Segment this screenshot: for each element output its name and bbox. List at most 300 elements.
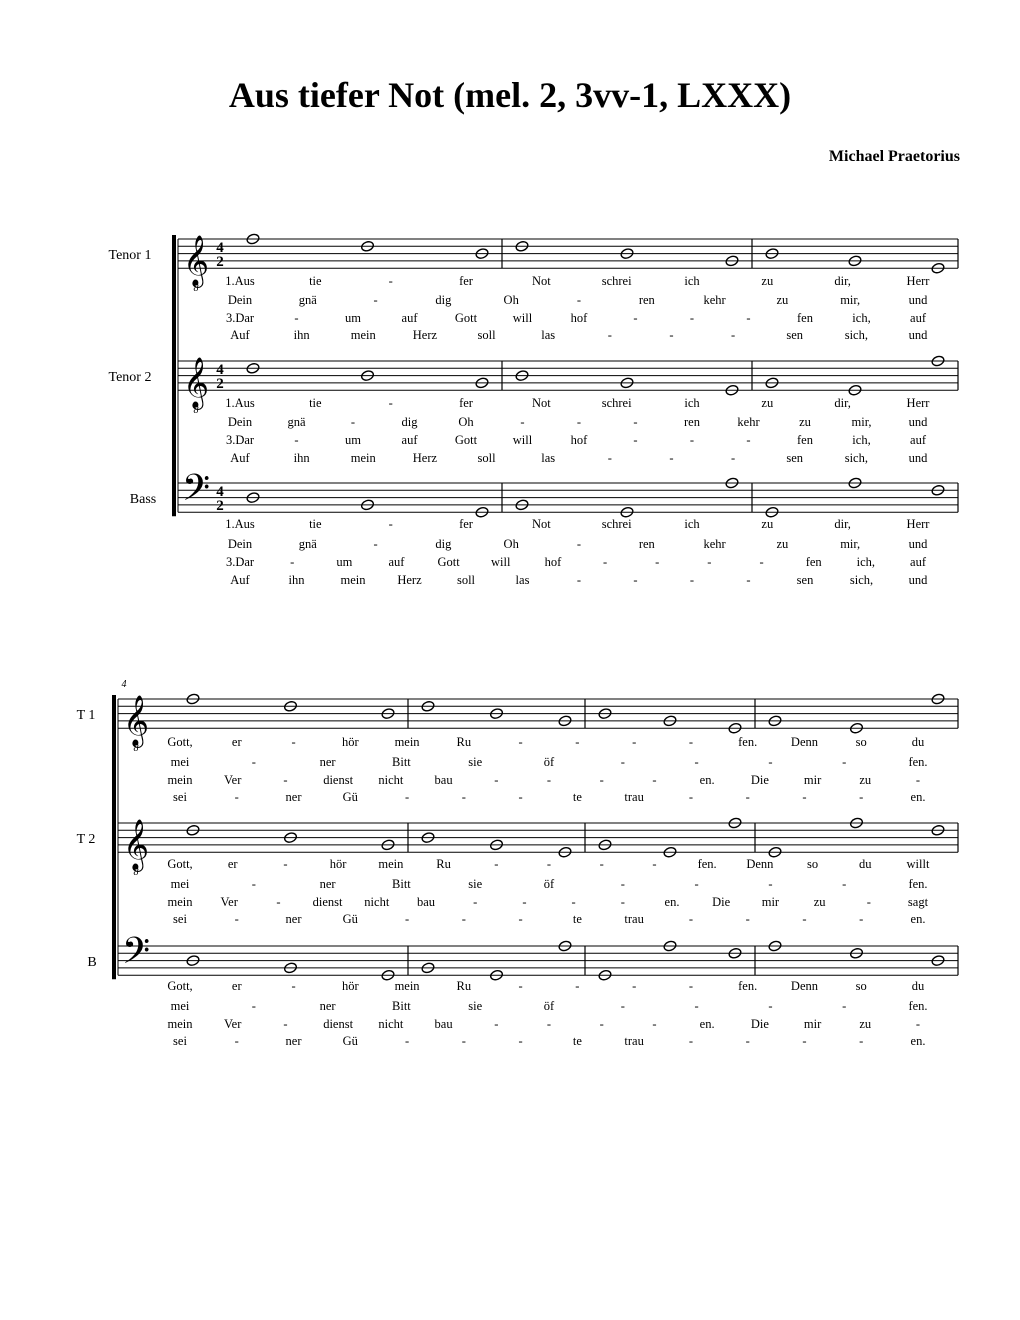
lyric-syllable: und bbox=[908, 293, 928, 307]
lyric-syllable: - bbox=[655, 555, 660, 569]
lyric-syllable: Not bbox=[531, 396, 551, 410]
lyric-syllable: schrei bbox=[601, 274, 632, 288]
lyric-syllable: dig bbox=[435, 537, 452, 551]
part-label: T 1 bbox=[76, 708, 96, 723]
lyric-syllable: - bbox=[388, 396, 393, 410]
lyric-syllable: - bbox=[599, 1017, 604, 1031]
lyric-syllable: - bbox=[473, 895, 478, 909]
lyric-syllable: Herz bbox=[412, 328, 438, 342]
lyric-syllable: fen. bbox=[908, 755, 928, 769]
time-signature-denominator: 2 bbox=[216, 376, 224, 392]
part-label: Tenor 1 bbox=[108, 248, 152, 263]
bass-clef: 𝄢 bbox=[181, 468, 211, 517]
lyric-syllable: - bbox=[689, 573, 695, 587]
lyric-syllable: - bbox=[745, 790, 750, 804]
lyric-syllable: - bbox=[652, 857, 657, 871]
lyric-syllable: sie bbox=[468, 999, 483, 1013]
lyric-syllable: - bbox=[688, 979, 694, 993]
lyric-syllable: ich bbox=[684, 517, 700, 531]
time-signature-numerator: 4 bbox=[216, 484, 224, 500]
lyric-syllable: auf bbox=[910, 555, 926, 569]
lyric-syllable: sen bbox=[786, 328, 804, 342]
lyric-syllable: - bbox=[688, 735, 694, 749]
lyric-syllable: - bbox=[745, 912, 750, 926]
lyric-syllable: - bbox=[842, 877, 847, 891]
lyric-syllable: und bbox=[908, 537, 928, 551]
lyric-syllable: - bbox=[746, 311, 751, 325]
lyric-syllable: Gott, bbox=[167, 735, 193, 749]
lyric-syllable: - bbox=[669, 328, 674, 342]
lyric-syllable: du bbox=[859, 857, 872, 871]
lyric-syllable: ner bbox=[319, 877, 336, 891]
lyric-syllable: tie bbox=[309, 396, 322, 410]
lyric-syllable: ren bbox=[638, 293, 655, 307]
lyric-syllable: öf bbox=[543, 755, 555, 769]
lyric-syllable: Die bbox=[750, 1017, 769, 1031]
lyric-syllable: ich bbox=[684, 274, 700, 288]
lyric-syllable: dig bbox=[401, 415, 418, 429]
lyric-syllable: zu bbox=[813, 895, 826, 909]
lyric-syllable: - bbox=[768, 755, 773, 769]
lyric-syllable: - bbox=[404, 790, 410, 804]
lyric-syllable: mein bbox=[394, 979, 420, 993]
lyric-syllable: hof bbox=[544, 555, 562, 569]
lyric-syllable: ich, bbox=[856, 555, 876, 569]
lyric-syllable: bau bbox=[434, 1017, 453, 1031]
lyric-syllable: - bbox=[802, 790, 807, 804]
lyric-syllable: - bbox=[652, 1017, 657, 1031]
lyric-syllable: - bbox=[518, 790, 523, 804]
lyric-syllable: ich, bbox=[852, 311, 871, 325]
lyric-syllable: bau bbox=[416, 895, 436, 909]
octave-mark: 8 bbox=[193, 405, 199, 416]
lyric-syllable: - bbox=[688, 912, 694, 926]
lyric-syllable: - bbox=[694, 755, 699, 769]
lyric-syllable: und bbox=[908, 451, 928, 465]
lyric-syllable: Bitt bbox=[392, 999, 411, 1013]
time-signature-denominator: 2 bbox=[216, 498, 224, 514]
lyric-syllable: ren bbox=[684, 415, 700, 429]
lyric-syllable: soll bbox=[477, 328, 496, 342]
lyric-syllable: nicht bbox=[378, 773, 404, 787]
lyric-syllable: Auf bbox=[230, 328, 250, 342]
lyric-syllable: trau bbox=[624, 1034, 644, 1048]
lyric-syllable: Gott bbox=[437, 555, 460, 569]
lyric-syllable: mir, bbox=[840, 293, 861, 307]
lyric-syllable: zu bbox=[859, 773, 872, 787]
lyric-syllable: Gott bbox=[454, 311, 478, 325]
lyric-syllable: Not bbox=[531, 274, 551, 288]
lyric-syllable: en. bbox=[910, 790, 926, 804]
treble-clef: 𝄞 bbox=[182, 358, 210, 407]
lyric-syllable: te bbox=[572, 912, 582, 926]
lyric-syllable: las bbox=[515, 573, 530, 587]
lyric-syllable: zu bbox=[776, 537, 789, 551]
lyric-syllable: ner bbox=[285, 1034, 302, 1048]
lyric-syllable: mir, bbox=[840, 537, 861, 551]
lyric-syllable: - bbox=[576, 537, 582, 551]
lyric-syllable: fen bbox=[797, 433, 813, 447]
lyric-syllable: - bbox=[251, 755, 256, 769]
lyric-syllable: - bbox=[768, 999, 773, 1013]
lyric-syllable: sich, bbox=[849, 573, 874, 587]
lyric-syllable: und bbox=[908, 328, 928, 342]
lyric-syllable: - bbox=[283, 1017, 288, 1031]
piece-title: Aus tiefer Not (mel. 2, 3vv-1, LXXX) bbox=[228, 75, 792, 115]
lyric-syllable: - bbox=[759, 555, 764, 569]
lyric-syllable: mei bbox=[170, 999, 190, 1013]
lyric-syllable: er bbox=[231, 979, 242, 993]
lyric-syllable: hör bbox=[341, 979, 359, 993]
time-signature-denominator: 2 bbox=[216, 254, 224, 270]
lyric-syllable: te bbox=[572, 1034, 582, 1048]
lyric-syllable: - bbox=[251, 877, 256, 891]
lyric-syllable: Auf bbox=[230, 451, 250, 465]
lyric-syllable: - bbox=[388, 517, 393, 531]
lyric-syllable: und bbox=[908, 415, 928, 429]
lyric-syllable: - bbox=[746, 573, 751, 587]
lyric-syllable: Gott, bbox=[167, 857, 193, 871]
lyric-syllable: - bbox=[518, 735, 523, 749]
lyric-syllable: trau bbox=[624, 790, 644, 804]
lyric-syllable: en. bbox=[699, 773, 715, 787]
bass-clef: 𝄢 bbox=[121, 931, 151, 980]
lyric-syllable: - bbox=[373, 293, 378, 307]
lyric-syllable: nicht bbox=[378, 1017, 404, 1031]
lyric-syllable: ihn bbox=[288, 573, 305, 587]
lyric-syllable: sen bbox=[796, 573, 814, 587]
lyric-syllable: - bbox=[633, 573, 638, 587]
lyric-syllable: kehr bbox=[703, 537, 726, 551]
lyric-syllable: - bbox=[494, 857, 499, 871]
lyric-syllable: auf bbox=[910, 433, 926, 447]
lyric-syllable: Gott bbox=[454, 433, 478, 447]
lyric-syllable: - bbox=[576, 415, 582, 429]
lyric-syllable: - bbox=[652, 773, 657, 787]
lyric-syllable: dienst bbox=[312, 895, 343, 909]
lyric-syllable: - bbox=[620, 755, 625, 769]
lyric-syllable: zu bbox=[761, 396, 774, 410]
lyric-syllable: sei bbox=[173, 1034, 187, 1048]
lyric-syllable: fer bbox=[459, 517, 473, 531]
lyric-syllable: auf bbox=[388, 555, 405, 569]
lyric-syllable: du bbox=[911, 979, 925, 993]
lyric-syllable: - bbox=[620, 877, 625, 891]
lyric-syllable: fen. bbox=[697, 857, 717, 871]
lyric-syllable: - bbox=[688, 1034, 694, 1048]
measure-number: 4 bbox=[121, 679, 127, 690]
lyric-syllable: Herr bbox=[906, 274, 930, 288]
lyric-syllable: 1.Aus bbox=[225, 396, 255, 410]
lyric-syllable: trau bbox=[624, 912, 644, 926]
lyric-syllable: - bbox=[294, 433, 299, 447]
lyric-syllable: er bbox=[227, 857, 238, 871]
lyric-syllable: - bbox=[859, 912, 864, 926]
lyric-syllable: auf bbox=[401, 311, 418, 325]
lyric-syllable: - bbox=[234, 912, 239, 926]
lyric-syllable: - bbox=[689, 311, 695, 325]
lyric-syllable: - bbox=[520, 415, 525, 429]
lyric-syllable: mir bbox=[803, 773, 822, 787]
lyric-syllable: Gü bbox=[342, 912, 358, 926]
lyric-syllable: - bbox=[746, 433, 751, 447]
lyric-syllable: Ver bbox=[224, 773, 242, 787]
lyric-syllable: 1.Aus bbox=[225, 517, 255, 531]
lyric-syllable: - bbox=[745, 1034, 750, 1048]
lyric-syllable: - bbox=[575, 979, 580, 993]
lyric-syllable: Ru bbox=[456, 735, 472, 749]
lyric-syllable: 3.Dar bbox=[225, 555, 255, 569]
lyric-syllable: en. bbox=[664, 895, 680, 909]
lyric-syllable: mei bbox=[170, 755, 190, 769]
lyric-syllable: sich, bbox=[844, 328, 868, 342]
lyric-syllable: kehr bbox=[703, 293, 726, 307]
lyric-syllable: - bbox=[283, 773, 288, 787]
lyric-syllable: - bbox=[291, 979, 296, 993]
treble-clef: 𝄞 bbox=[122, 696, 150, 745]
lyric-syllable: - bbox=[461, 1034, 466, 1048]
lyric-syllable: mein bbox=[378, 857, 404, 871]
lyric-syllable: - bbox=[571, 895, 576, 909]
lyric-syllable: du bbox=[911, 735, 925, 749]
lyric-syllable: - bbox=[669, 451, 674, 465]
lyric-syllable: - bbox=[633, 311, 638, 325]
part-label: B bbox=[87, 955, 97, 970]
lyric-syllable: hof bbox=[570, 311, 588, 325]
lyric-syllable: um bbox=[336, 555, 353, 569]
lyric-syllable: mein bbox=[167, 773, 193, 787]
lyric-syllable: fen bbox=[805, 555, 822, 569]
lyric-syllable: ner bbox=[319, 999, 336, 1013]
lyric-syllable: - bbox=[294, 311, 299, 325]
lyric-syllable: Not bbox=[531, 517, 551, 531]
lyric-syllable: - bbox=[602, 555, 608, 569]
lyric-syllable: 1.Aus bbox=[225, 274, 255, 288]
lyric-syllable: bau bbox=[434, 773, 453, 787]
lyric-syllable: mein bbox=[350, 451, 376, 465]
lyric-syllable: - bbox=[694, 877, 699, 891]
lyric-syllable: so bbox=[807, 857, 819, 871]
lyric-syllable: und bbox=[908, 573, 928, 587]
lyric-syllable: 3.Dar bbox=[225, 433, 255, 447]
lyric-syllable: - bbox=[404, 1034, 410, 1048]
lyric-syllable: en. bbox=[910, 912, 926, 926]
lyric-syllable: ihn bbox=[293, 451, 310, 465]
lyric-syllable: Bitt bbox=[392, 877, 411, 891]
lyric-syllable: Gott, bbox=[167, 979, 193, 993]
lyric-syllable: mir, bbox=[851, 415, 872, 429]
lyric-syllable: tie bbox=[309, 274, 322, 288]
part-label: T 2 bbox=[76, 832, 96, 847]
lyric-syllable: sie bbox=[468, 877, 483, 891]
lyric-syllable: Ru bbox=[436, 857, 451, 871]
lyric-syllable: - bbox=[350, 415, 356, 429]
lyric-syllable: Denn bbox=[746, 857, 774, 871]
lyric-syllable: er bbox=[231, 735, 242, 749]
lyric-syllable: Auf bbox=[230, 573, 250, 587]
lyric-syllable: - bbox=[915, 1017, 921, 1031]
lyric-syllable: nicht bbox=[364, 895, 390, 909]
lyric-syllable: las bbox=[541, 328, 556, 342]
lyric-syllable: schrei bbox=[601, 517, 632, 531]
lyric-syllable: Die bbox=[712, 895, 731, 909]
lyric-syllable: ner bbox=[319, 755, 336, 769]
lyric-syllable: sei bbox=[173, 912, 187, 926]
lyric-syllable: fen bbox=[797, 311, 813, 325]
lyric-syllable: dir, bbox=[834, 517, 851, 531]
lyric-syllable: - bbox=[276, 895, 281, 909]
lyric-syllable: Oh bbox=[503, 293, 519, 307]
lyric-syllable: - bbox=[632, 735, 637, 749]
lyric-syllable: soll bbox=[456, 573, 476, 587]
lyric-syllable: - bbox=[546, 857, 552, 871]
lyric-syllable: las bbox=[541, 451, 556, 465]
lyric-syllable: - bbox=[575, 735, 580, 749]
lyric-syllable: ner bbox=[285, 790, 302, 804]
lyric-syllable: öf bbox=[543, 999, 555, 1013]
lyric-syllable: - bbox=[633, 433, 638, 447]
lyric-syllable: gnä bbox=[298, 537, 317, 551]
lyric-syllable: zu bbox=[761, 274, 774, 288]
treble-clef: 𝄞 bbox=[182, 236, 210, 285]
lyric-syllable: - bbox=[388, 274, 393, 288]
lyric-syllable: ich, bbox=[852, 433, 871, 447]
lyric-syllable: - bbox=[689, 433, 695, 447]
lyric-syllable: - bbox=[234, 1034, 239, 1048]
lyric-syllable: - bbox=[607, 451, 612, 465]
lyric-syllable: - bbox=[694, 999, 699, 1013]
lyric-syllable: fen. bbox=[738, 735, 758, 749]
lyric-syllable: mein bbox=[167, 895, 193, 909]
lyric-syllable: en. bbox=[910, 1034, 926, 1048]
lyric-syllable: um bbox=[345, 311, 361, 325]
lyric-syllable: Ver bbox=[220, 895, 238, 909]
lyric-syllable: - bbox=[842, 999, 847, 1013]
lyric-syllable: - bbox=[599, 857, 604, 871]
lyric-syllable: mei bbox=[170, 877, 190, 891]
lyric-syllable: Denn bbox=[790, 735, 819, 749]
lyric-syllable: mir bbox=[761, 895, 780, 909]
lyric-syllable: sich, bbox=[844, 451, 868, 465]
lyric-syllable: zu bbox=[859, 1017, 872, 1031]
lyric-syllable: dienst bbox=[323, 1017, 354, 1031]
lyric-syllable: fen. bbox=[738, 979, 758, 993]
lyric-syllable: - bbox=[802, 1034, 807, 1048]
lyric-syllable: hof bbox=[570, 433, 588, 447]
lyric-syllable: Herr bbox=[906, 517, 930, 531]
lyric-syllable: - bbox=[546, 773, 552, 787]
lyric-syllable: - bbox=[915, 773, 921, 787]
lyric-syllable: - bbox=[546, 1017, 552, 1031]
lyric-syllable: Herz bbox=[397, 573, 422, 587]
lyric-syllable: tie bbox=[309, 517, 322, 531]
lyric-syllable: will bbox=[512, 433, 533, 447]
lyric-syllable: Oh bbox=[458, 415, 474, 429]
lyric-syllable: fer bbox=[459, 396, 473, 410]
lyric-syllable: - bbox=[461, 912, 466, 926]
lyric-syllable: - bbox=[707, 555, 712, 569]
lyric-syllable: Ru bbox=[456, 979, 472, 993]
lyric-syllable: so bbox=[855, 979, 867, 993]
time-signature-numerator: 4 bbox=[216, 240, 224, 256]
lyric-syllable: - bbox=[866, 895, 871, 909]
lyric-syllable: auf bbox=[910, 311, 926, 325]
lyric-syllable: Herr bbox=[906, 396, 930, 410]
lyric-syllable: - bbox=[234, 790, 239, 804]
lyric-syllable: sei bbox=[173, 790, 187, 804]
lyric-syllable: hör bbox=[341, 735, 359, 749]
lyric-syllable: - bbox=[842, 755, 847, 769]
lyric-syllable: mein bbox=[340, 573, 366, 587]
lyric-syllable: ren bbox=[638, 537, 655, 551]
lyric-syllable: - bbox=[461, 790, 466, 804]
lyric-syllable: will bbox=[512, 311, 533, 325]
lyric-syllable: öf bbox=[543, 877, 555, 891]
lyric-syllable: - bbox=[494, 1017, 499, 1031]
lyric-syllable: fen. bbox=[908, 999, 928, 1013]
lyric-syllable: - bbox=[522, 895, 527, 909]
lyric-syllable: Dein bbox=[227, 537, 253, 551]
lyric-syllable: ihn bbox=[293, 328, 310, 342]
lyric-syllable: - bbox=[632, 979, 637, 993]
lyric-syllable: ich bbox=[684, 396, 700, 410]
lyric-syllable: 3.Dar bbox=[225, 311, 255, 325]
lyric-syllable: - bbox=[283, 857, 288, 871]
lyric-syllable: fer bbox=[459, 274, 473, 288]
lyric-syllable: en. bbox=[699, 1017, 715, 1031]
lyric-syllable: - bbox=[768, 877, 773, 891]
lyric-syllable: - bbox=[633, 415, 638, 429]
lyric-syllable: schrei bbox=[601, 396, 632, 410]
lyric-syllable: - bbox=[688, 790, 694, 804]
lyric-syllable: - bbox=[731, 328, 736, 342]
lyric-syllable: - bbox=[620, 895, 625, 909]
lyric-syllable: - bbox=[518, 979, 523, 993]
lyric-syllable: gnä bbox=[298, 293, 317, 307]
lyric-syllable: - bbox=[802, 912, 807, 926]
lyric-syllable: auf bbox=[401, 433, 418, 447]
lyric-syllable: sagt bbox=[907, 895, 929, 909]
lyric-syllable: fen. bbox=[908, 877, 928, 891]
lyric-syllable: - bbox=[373, 537, 378, 551]
lyric-syllable: zu bbox=[761, 517, 774, 531]
octave-mark: 8 bbox=[133, 867, 139, 878]
octave-mark: 8 bbox=[133, 743, 139, 754]
lyric-syllable: Denn bbox=[790, 979, 819, 993]
lyric-syllable: um bbox=[345, 433, 361, 447]
lyric-syllable: - bbox=[576, 573, 582, 587]
lyric-syllable: - bbox=[404, 912, 410, 926]
lyric-syllable: Die bbox=[750, 773, 769, 787]
lyric-syllable: zu bbox=[776, 293, 789, 307]
lyric-syllable: soll bbox=[477, 451, 496, 465]
lyric-syllable: Ver bbox=[224, 1017, 242, 1031]
lyric-syllable: mir bbox=[803, 1017, 822, 1031]
treble-clef: 𝄞 bbox=[122, 820, 150, 869]
lyric-syllable: Herz bbox=[412, 451, 438, 465]
lyric-syllable: Dein bbox=[227, 415, 253, 429]
lyric-syllable: - bbox=[494, 773, 499, 787]
lyric-syllable: - bbox=[291, 735, 296, 749]
lyric-syllable: - bbox=[859, 1034, 864, 1048]
composer-name: Michael Praetorius bbox=[828, 148, 960, 165]
lyric-syllable: mein bbox=[350, 328, 376, 342]
lyric-syllable: Oh bbox=[503, 537, 519, 551]
lyric-syllable: will bbox=[491, 555, 511, 569]
lyric-syllable: - bbox=[599, 773, 604, 787]
lyric-syllable: dir, bbox=[834, 274, 851, 288]
lyric-syllable: dir, bbox=[834, 396, 851, 410]
